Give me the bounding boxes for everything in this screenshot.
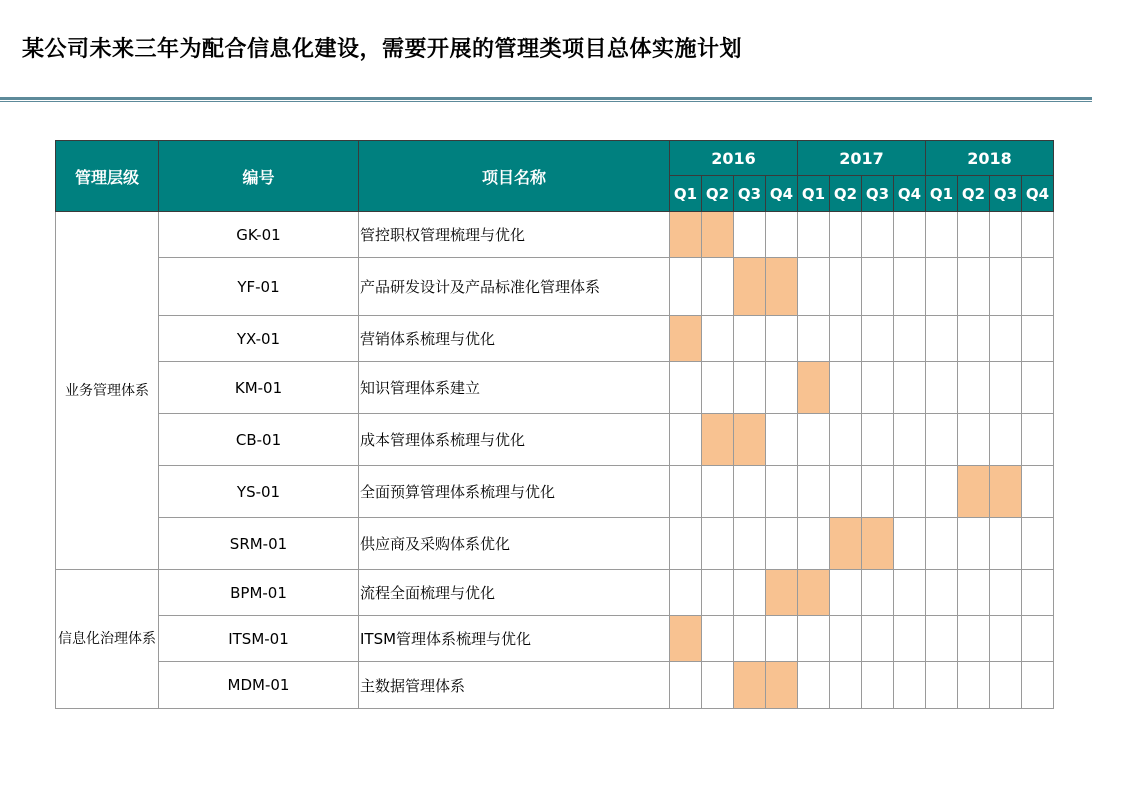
header-quarter: Q3 — [734, 176, 766, 212]
schedule-cell — [958, 212, 990, 258]
schedule-cell-active — [670, 212, 702, 258]
schedule-cell — [734, 212, 766, 258]
schedule-cell — [958, 662, 990, 709]
project-code-cell: SRM-01 — [159, 518, 359, 570]
schedule-cell — [798, 258, 830, 316]
table-row — [56, 518, 1054, 570]
schedule-cell — [894, 212, 926, 258]
schedule-cell — [894, 518, 926, 570]
table-row — [56, 662, 1054, 709]
schedule-cell — [926, 616, 958, 662]
project-schedule-table — [55, 140, 1054, 709]
schedule-cell — [1022, 258, 1054, 316]
schedule-cell — [862, 316, 894, 362]
page-title: 某公司未来三年为配合信息化建设，需要开展的管理类项目总体实施计划 — [22, 37, 743, 62]
schedule-cell — [830, 414, 862, 466]
schedule-cell — [798, 212, 830, 258]
header-year: 2016 — [670, 141, 798, 176]
header-level: 管理层级 — [56, 141, 159, 212]
schedule-cell — [990, 212, 1022, 258]
schedule-cell — [766, 414, 798, 466]
schedule-cell — [862, 466, 894, 518]
header-quarter: Q2 — [830, 176, 862, 212]
schedule-cell — [958, 570, 990, 616]
table-row — [56, 316, 1054, 362]
schedule-cell — [1022, 662, 1054, 709]
schedule-cell — [766, 616, 798, 662]
schedule-cell — [1022, 616, 1054, 662]
schedule-cell — [798, 616, 830, 662]
schedule-cell — [702, 258, 734, 316]
project-name-cell: 主数据管理体系 — [359, 662, 670, 709]
schedule-cell — [894, 414, 926, 466]
schedule-cell-active — [702, 212, 734, 258]
schedule-cell — [926, 362, 958, 414]
header-quarter: Q1 — [926, 176, 958, 212]
project-name-cell: 营销体系梳理与优化 — [359, 316, 670, 362]
schedule-cell — [830, 258, 862, 316]
schedule-cell-active — [798, 570, 830, 616]
schedule-cell — [926, 662, 958, 709]
project-code-cell: CB-01 — [159, 414, 359, 466]
schedule-cell — [702, 316, 734, 362]
schedule-cell — [830, 570, 862, 616]
schedule-cell-active — [766, 570, 798, 616]
project-code-cell: MDM-01 — [159, 662, 359, 709]
schedule-cell — [766, 316, 798, 362]
schedule-cell — [958, 518, 990, 570]
schedule-cell — [670, 258, 702, 316]
schedule-cell — [894, 258, 926, 316]
schedule-cell — [830, 466, 862, 518]
schedule-cell — [734, 518, 766, 570]
table-row — [56, 212, 1054, 258]
schedule-cell — [734, 570, 766, 616]
schedule-cell — [798, 518, 830, 570]
header-quarter: Q4 — [894, 176, 926, 212]
project-name-cell: 成本管理体系梳理与优化 — [359, 414, 670, 466]
schedule-cell — [958, 258, 990, 316]
table-row — [56, 466, 1054, 518]
project-name-cell: 管控职权管理梳理与优化 — [359, 212, 670, 258]
project-code-cell: BPM-01 — [159, 570, 359, 616]
project-name-cell: 供应商及采购体系优化 — [359, 518, 670, 570]
schedule-cell — [990, 316, 1022, 362]
table-row — [56, 570, 1054, 616]
schedule-cell — [702, 570, 734, 616]
schedule-cell — [798, 414, 830, 466]
schedule-cell — [958, 362, 990, 414]
schedule-cell — [862, 662, 894, 709]
schedule-cell — [830, 316, 862, 362]
title-divider — [0, 97, 1092, 100]
schedule-cell — [1022, 570, 1054, 616]
project-name-cell: 知识管理体系建立 — [359, 362, 670, 414]
header-name: 项目名称 — [359, 141, 670, 212]
schedule-cell-active — [766, 258, 798, 316]
schedule-cell — [862, 212, 894, 258]
schedule-cell — [894, 466, 926, 518]
schedule-cell — [990, 518, 1022, 570]
schedule-cell — [990, 616, 1022, 662]
schedule-cell-active — [734, 662, 766, 709]
table-row — [56, 362, 1054, 414]
schedule-cell — [766, 362, 798, 414]
title-divider-thin — [0, 101, 1092, 102]
header-code: 编号 — [159, 141, 359, 212]
header-quarter: Q1 — [670, 176, 702, 212]
schedule-cell — [958, 414, 990, 466]
schedule-cell-active — [734, 258, 766, 316]
project-code-cell: KM-01 — [159, 362, 359, 414]
project-name-cell: 全面预算管理体系梳理与优化 — [359, 466, 670, 518]
schedule-cell — [766, 518, 798, 570]
schedule-cell — [766, 466, 798, 518]
schedule-cell — [990, 662, 1022, 709]
schedule-cell-active — [958, 466, 990, 518]
schedule-cell-active — [766, 662, 798, 709]
project-code-cell: ITSM-01 — [159, 616, 359, 662]
schedule-cell — [670, 362, 702, 414]
schedule-cell — [926, 414, 958, 466]
schedule-cell — [1022, 362, 1054, 414]
schedule-cell-active — [830, 518, 862, 570]
schedule-cell — [670, 518, 702, 570]
header-year: 2017 — [798, 141, 926, 176]
schedule-cell — [798, 316, 830, 362]
schedule-cell — [734, 616, 766, 662]
schedule-cell — [990, 570, 1022, 616]
project-name-cell: 产品研发设计及产品标准化管理体系 — [359, 258, 670, 316]
header-quarter: Q1 — [798, 176, 830, 212]
schedule-cell — [702, 362, 734, 414]
schedule-cell — [990, 414, 1022, 466]
schedule-cell — [670, 414, 702, 466]
schedule-cell — [862, 616, 894, 662]
schedule-cell — [926, 258, 958, 316]
header-quarter: Q4 — [1022, 176, 1054, 212]
schedule-cell — [926, 466, 958, 518]
schedule-cell — [702, 518, 734, 570]
schedule-cell — [990, 362, 1022, 414]
schedule-cell — [862, 362, 894, 414]
schedule-cell — [702, 662, 734, 709]
schedule-cell — [670, 662, 702, 709]
schedule-cell-active — [734, 414, 766, 466]
schedule-cell — [894, 662, 926, 709]
schedule-cell — [1022, 316, 1054, 362]
header-quarter: Q2 — [958, 176, 990, 212]
schedule-cell — [830, 362, 862, 414]
project-code-cell: YX-01 — [159, 316, 359, 362]
schedule-cell — [830, 616, 862, 662]
project-name-cell: 流程全面梳理与优化 — [359, 570, 670, 616]
schedule-cell — [926, 518, 958, 570]
schedule-cell — [798, 662, 830, 709]
schedule-cell — [958, 316, 990, 362]
schedule-cell — [862, 414, 894, 466]
schedule-cell-active — [798, 362, 830, 414]
schedule-cell — [894, 362, 926, 414]
schedule-cell — [830, 662, 862, 709]
schedule-cell — [894, 570, 926, 616]
schedule-cell — [734, 466, 766, 518]
header-year: 2018 — [926, 141, 1054, 176]
schedule-cell — [734, 316, 766, 362]
schedule-cell-active — [990, 466, 1022, 518]
schedule-cell-active — [670, 616, 702, 662]
header-quarter: Q4 — [766, 176, 798, 212]
management-level-cell: 业务管理体系 — [56, 212, 159, 570]
schedule-cell — [958, 616, 990, 662]
table-row — [56, 258, 1054, 316]
schedule-cell — [862, 258, 894, 316]
table-row — [56, 414, 1054, 466]
header-quarter: Q3 — [862, 176, 894, 212]
schedule-cell — [1022, 466, 1054, 518]
schedule-cell — [990, 258, 1022, 316]
schedule-cell — [894, 616, 926, 662]
project-code-cell: YF-01 — [159, 258, 359, 316]
schedule-cell-active — [702, 414, 734, 466]
schedule-cell — [1022, 518, 1054, 570]
schedule-cell — [766, 212, 798, 258]
schedule-cell — [702, 466, 734, 518]
header-quarter: Q2 — [702, 176, 734, 212]
project-code-cell: YS-01 — [159, 466, 359, 518]
project-name-cell: ITSM管理体系梳理与优化 — [359, 616, 670, 662]
schedule-cell — [926, 316, 958, 362]
schedule-cell — [734, 362, 766, 414]
schedule-cell — [926, 570, 958, 616]
schedule-cell — [670, 570, 702, 616]
schedule-cell — [670, 466, 702, 518]
schedule-cell — [1022, 414, 1054, 466]
schedule-cell — [702, 616, 734, 662]
header-quarter: Q3 — [990, 176, 1022, 212]
management-level-cell: 信息化治理体系 — [56, 570, 159, 709]
schedule-cell — [894, 316, 926, 362]
schedule-cell — [1022, 212, 1054, 258]
project-code-cell: GK-01 — [159, 212, 359, 258]
schedule-cell — [830, 212, 862, 258]
schedule-cell-active — [670, 316, 702, 362]
schedule-cell — [862, 570, 894, 616]
table-row — [56, 616, 1054, 662]
schedule-cell — [798, 466, 830, 518]
schedule-cell-active — [862, 518, 894, 570]
schedule-cell — [926, 212, 958, 258]
